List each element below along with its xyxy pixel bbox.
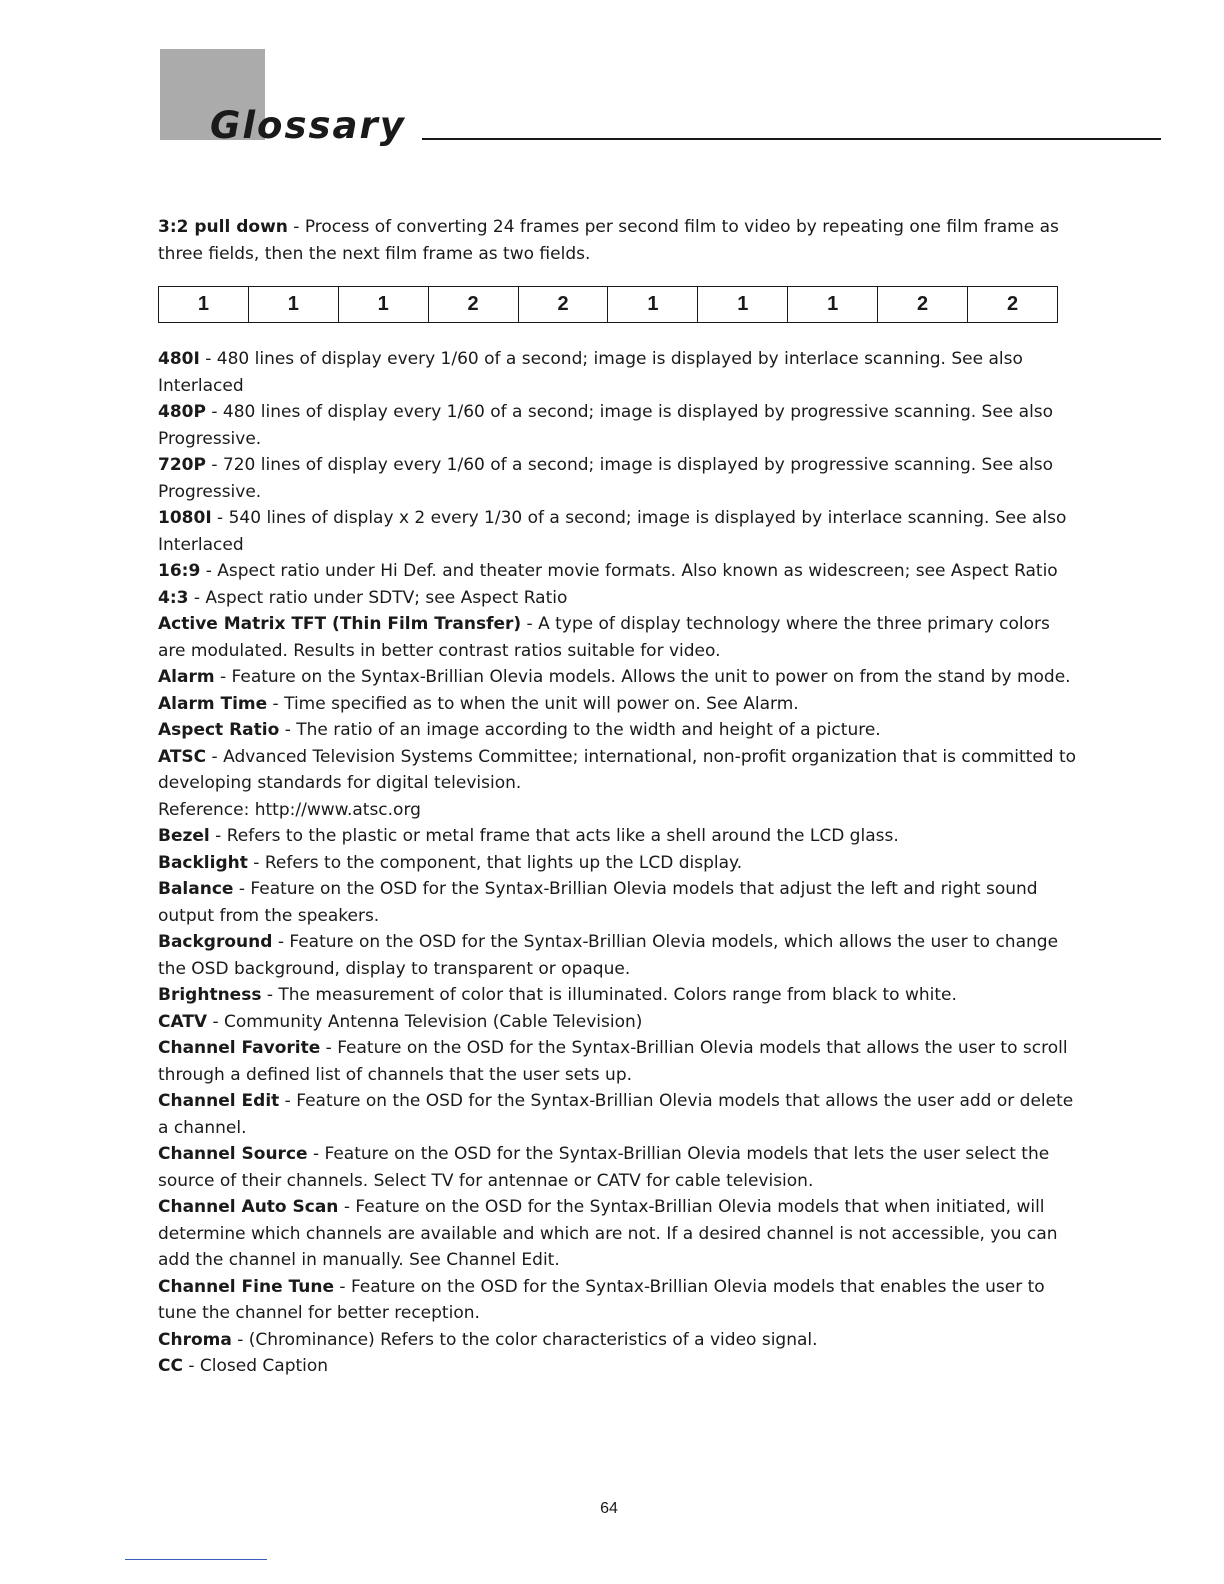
entry-term: 3:2 pull down [158, 217, 288, 237]
entry-separator: - [207, 1011, 225, 1032]
glossary-list [158, 346, 1078, 1380]
glossary-entry [158, 717, 1078, 744]
entry-definition: A type of display technology where the three primary colors are modulated. Results in better contrast ratios suitable for video. [158, 614, 1050, 661]
entry-definition: Feature on the OSD for the Syntax-Brillian Olevia models that allows the user add or delete a channel. [158, 1091, 1074, 1138]
entry-separator: - [338, 1197, 356, 1217]
entry-term: 720P [158, 455, 206, 475]
entry-separator: - [233, 879, 251, 899]
entry-term: ATSC [158, 746, 207, 767]
entry-term: Channel Favorite [158, 1038, 321, 1058]
entry-definition: (Chrominance) Refers to the color characteristics of a video signal. [248, 1329, 818, 1350]
entry-definition: Feature on the Syntax-Brillian Olevia models. Allows the unit to power on from the stand by mode. [231, 667, 1071, 687]
entry-definition: 540 lines of display x 2 every 1/30 of a second; image is displayed by interlace scanning. See also Interlaced [158, 508, 1067, 555]
entry-separator: - [188, 587, 206, 608]
entry-separator: - [287, 217, 305, 237]
pulldown-cell: 2 [968, 287, 1058, 323]
pulldown-cell: 2 [518, 287, 608, 323]
entry-term: 480P [158, 402, 206, 422]
glossary-entry [158, 929, 1078, 982]
entry-definition: Feature on the OSD for the Syntax-Brillian Olevia models that when initiated, will determine which channels are available and which are not. If a desired channel is not accessible, you can add the channel in manually. See Channel Edit. [158, 1197, 1058, 1270]
entry-term: Channel Edit [158, 1091, 280, 1111]
entry-term: Background [158, 932, 273, 952]
glossary-entry-pull-down [158, 214, 1078, 267]
entry-separator: - [261, 985, 279, 1005]
entry-separator: - [334, 1276, 351, 1297]
entry-separator: - [279, 720, 297, 740]
entry-term: Aspect Ratio [158, 720, 280, 740]
entry-definition: Feature on the OSD for the Syntax-Brillian Olevia models that enables the user to tune the channel for better reception. [158, 1276, 1045, 1323]
glossary-entry [158, 691, 1078, 718]
glossary-entry [158, 744, 1078, 797]
entry-term: Channel Source [158, 1144, 308, 1164]
glossary-entry [158, 1009, 1078, 1036]
entry-separator: - [182, 1356, 200, 1376]
pulldown-cell: 1 [788, 287, 878, 323]
glossary-entry [158, 346, 1078, 399]
entry-term: CC [158, 1356, 183, 1376]
entry-definition: Feature on the OSD for the Syntax-Brillian Olevia models, which allows the user to change the OSD background, display to transparent or opaque. [158, 932, 1059, 979]
entry-separator: - [320, 1038, 338, 1058]
entry-definition: The measurement of color that is illuminated. Colors range from black to white. [278, 985, 957, 1005]
glossary-entry [158, 558, 1078, 585]
entry-separator: - [200, 561, 218, 581]
pulldown-cell: 1 [698, 287, 788, 323]
entry-term: Balance [158, 879, 234, 899]
entry-separator: - [307, 1144, 325, 1164]
entry-definition: Aspect ratio under Hi Def. and theater movie formats. Also known as widescreen; see Aspect Ratio [217, 561, 1058, 581]
entry-definition: Refers to the plastic or metal frame that acts like a shell around the LCD glass. [226, 826, 899, 846]
entry-definition: 480 lines of display every 1/60 of a second; image is displayed by progressive scanning. See also Progressive. [158, 402, 1054, 449]
glossary-entry [158, 399, 1078, 452]
entry-term: Bezel [158, 826, 210, 846]
entry-definition: 480 lines of display every 1/60 of a second; image is displayed by interlace scanning. See also Interlaced [158, 349, 1023, 396]
header-rule [422, 138, 1161, 140]
pulldown-cell: 1 [608, 287, 698, 323]
entry-term: Channel Auto Scan [158, 1197, 339, 1217]
pulldown-row [159, 287, 1058, 323]
glossary-entry [158, 797, 1078, 824]
glossary-entry [158, 823, 1078, 850]
glossary-entry [158, 1141, 1078, 1194]
footer-rule [125, 1559, 267, 1560]
glossary-entry [158, 876, 1078, 929]
entry-term: Channel Fine Tune [158, 1276, 334, 1297]
entry-separator: - [211, 508, 229, 528]
glossary-entry [158, 1274, 1078, 1327]
page-title: Glossary [210, 104, 406, 147]
pulldown-cell: 1 [159, 287, 249, 323]
entry-definition: Advanced Television Systems Committee; international, non-profit organization that is committed to developing standards for digital television. [158, 746, 1077, 793]
entry-term: CATV [158, 1011, 208, 1032]
pulldown-cell: 2 [428, 287, 518, 323]
entry-separator: - [206, 746, 224, 767]
entry-term: Brightness [158, 985, 262, 1005]
entry-definition: 720 lines of display every 1/60 of a second; image is displayed by progressive scanning. See also Progressive. [158, 455, 1054, 502]
glossary-entry [158, 982, 1078, 1009]
entry-definition: Feature on the OSD for the Syntax-Brillian Olevia models that allows the user to scroll through a defined list of channels that the user sets up. [158, 1038, 1068, 1085]
entry-separator: - [205, 402, 223, 422]
glossary-entry [158, 1035, 1078, 1088]
entry-separator: - [272, 932, 290, 952]
pulldown-cell: 2 [878, 287, 968, 323]
entry-separator: - [231, 1329, 249, 1350]
entry-term: Chroma [158, 1329, 232, 1350]
entry-separator: - [209, 826, 227, 846]
glossary-entry [158, 1327, 1078, 1354]
entry-definition: Closed Caption [199, 1356, 329, 1376]
glossary-entry [158, 585, 1078, 612]
entry-term: Backlight [158, 852, 248, 873]
entry-separator: - [214, 667, 232, 687]
entry-separator: - [521, 614, 539, 634]
glossary-entry [158, 664, 1078, 691]
entry-definition: Time specified as to when the unit will power on. See Alarm. [284, 693, 799, 714]
glossary-entry [158, 505, 1078, 558]
pulldown-cell: 1 [248, 287, 338, 323]
glossary-entry [158, 1088, 1078, 1141]
glossary-entry [158, 850, 1078, 877]
entry-definition: Feature on the OSD for the Syntax-Brillian Olevia models that lets the user select the source of their channels. Select TV for antennae or CATV for cable television. [158, 1144, 1050, 1191]
entry-definition: Refers to the component, that lights up the LCD display. [264, 852, 743, 873]
entry-definition: Feature on the OSD for the Syntax-Brillian Olevia models that adjust the left and right sound output from the speakers. [158, 879, 1038, 926]
entry-definition: Aspect ratio under SDTV; see Aspect Ratio [205, 587, 568, 608]
entry-term: Alarm Time [158, 693, 268, 714]
entry-definition: Community Antenna Television (Cable Television) [224, 1011, 643, 1032]
entry-term: 4:3 [158, 587, 189, 608]
entry-separator: - [199, 349, 217, 369]
page-number: 64 [600, 1500, 618, 1517]
entry-separator: - [247, 852, 265, 873]
entry-term: Active Matrix TFT (Thin Film Transfer) [158, 614, 522, 634]
pulldown-cell: 1 [338, 287, 428, 323]
glossary-entry [158, 1353, 1078, 1380]
entry-term: 16:9 [158, 561, 201, 581]
entry-definition: The ratio of an image according to the width and height of a picture. [296, 720, 881, 740]
entry-term: 480I [158, 349, 200, 369]
entry-term: 1080I [158, 508, 212, 528]
pulldown-sequence-table [158, 286, 1058, 323]
entry-separator: - [267, 693, 285, 714]
glossary-entry [158, 1194, 1078, 1274]
entry-separator: - [279, 1091, 297, 1111]
entry-separator: - [205, 455, 223, 475]
entry-definition: Process of converting 24 frames per second film to video by repeating one film frame as three fields, then the next film frame as two fields. [158, 217, 1059, 264]
glossary-entry [158, 611, 1078, 664]
entry-definition: Reference: http://www.atsc.org [158, 799, 421, 820]
glossary-entry [158, 452, 1078, 505]
entry-term: Alarm [158, 667, 215, 687]
